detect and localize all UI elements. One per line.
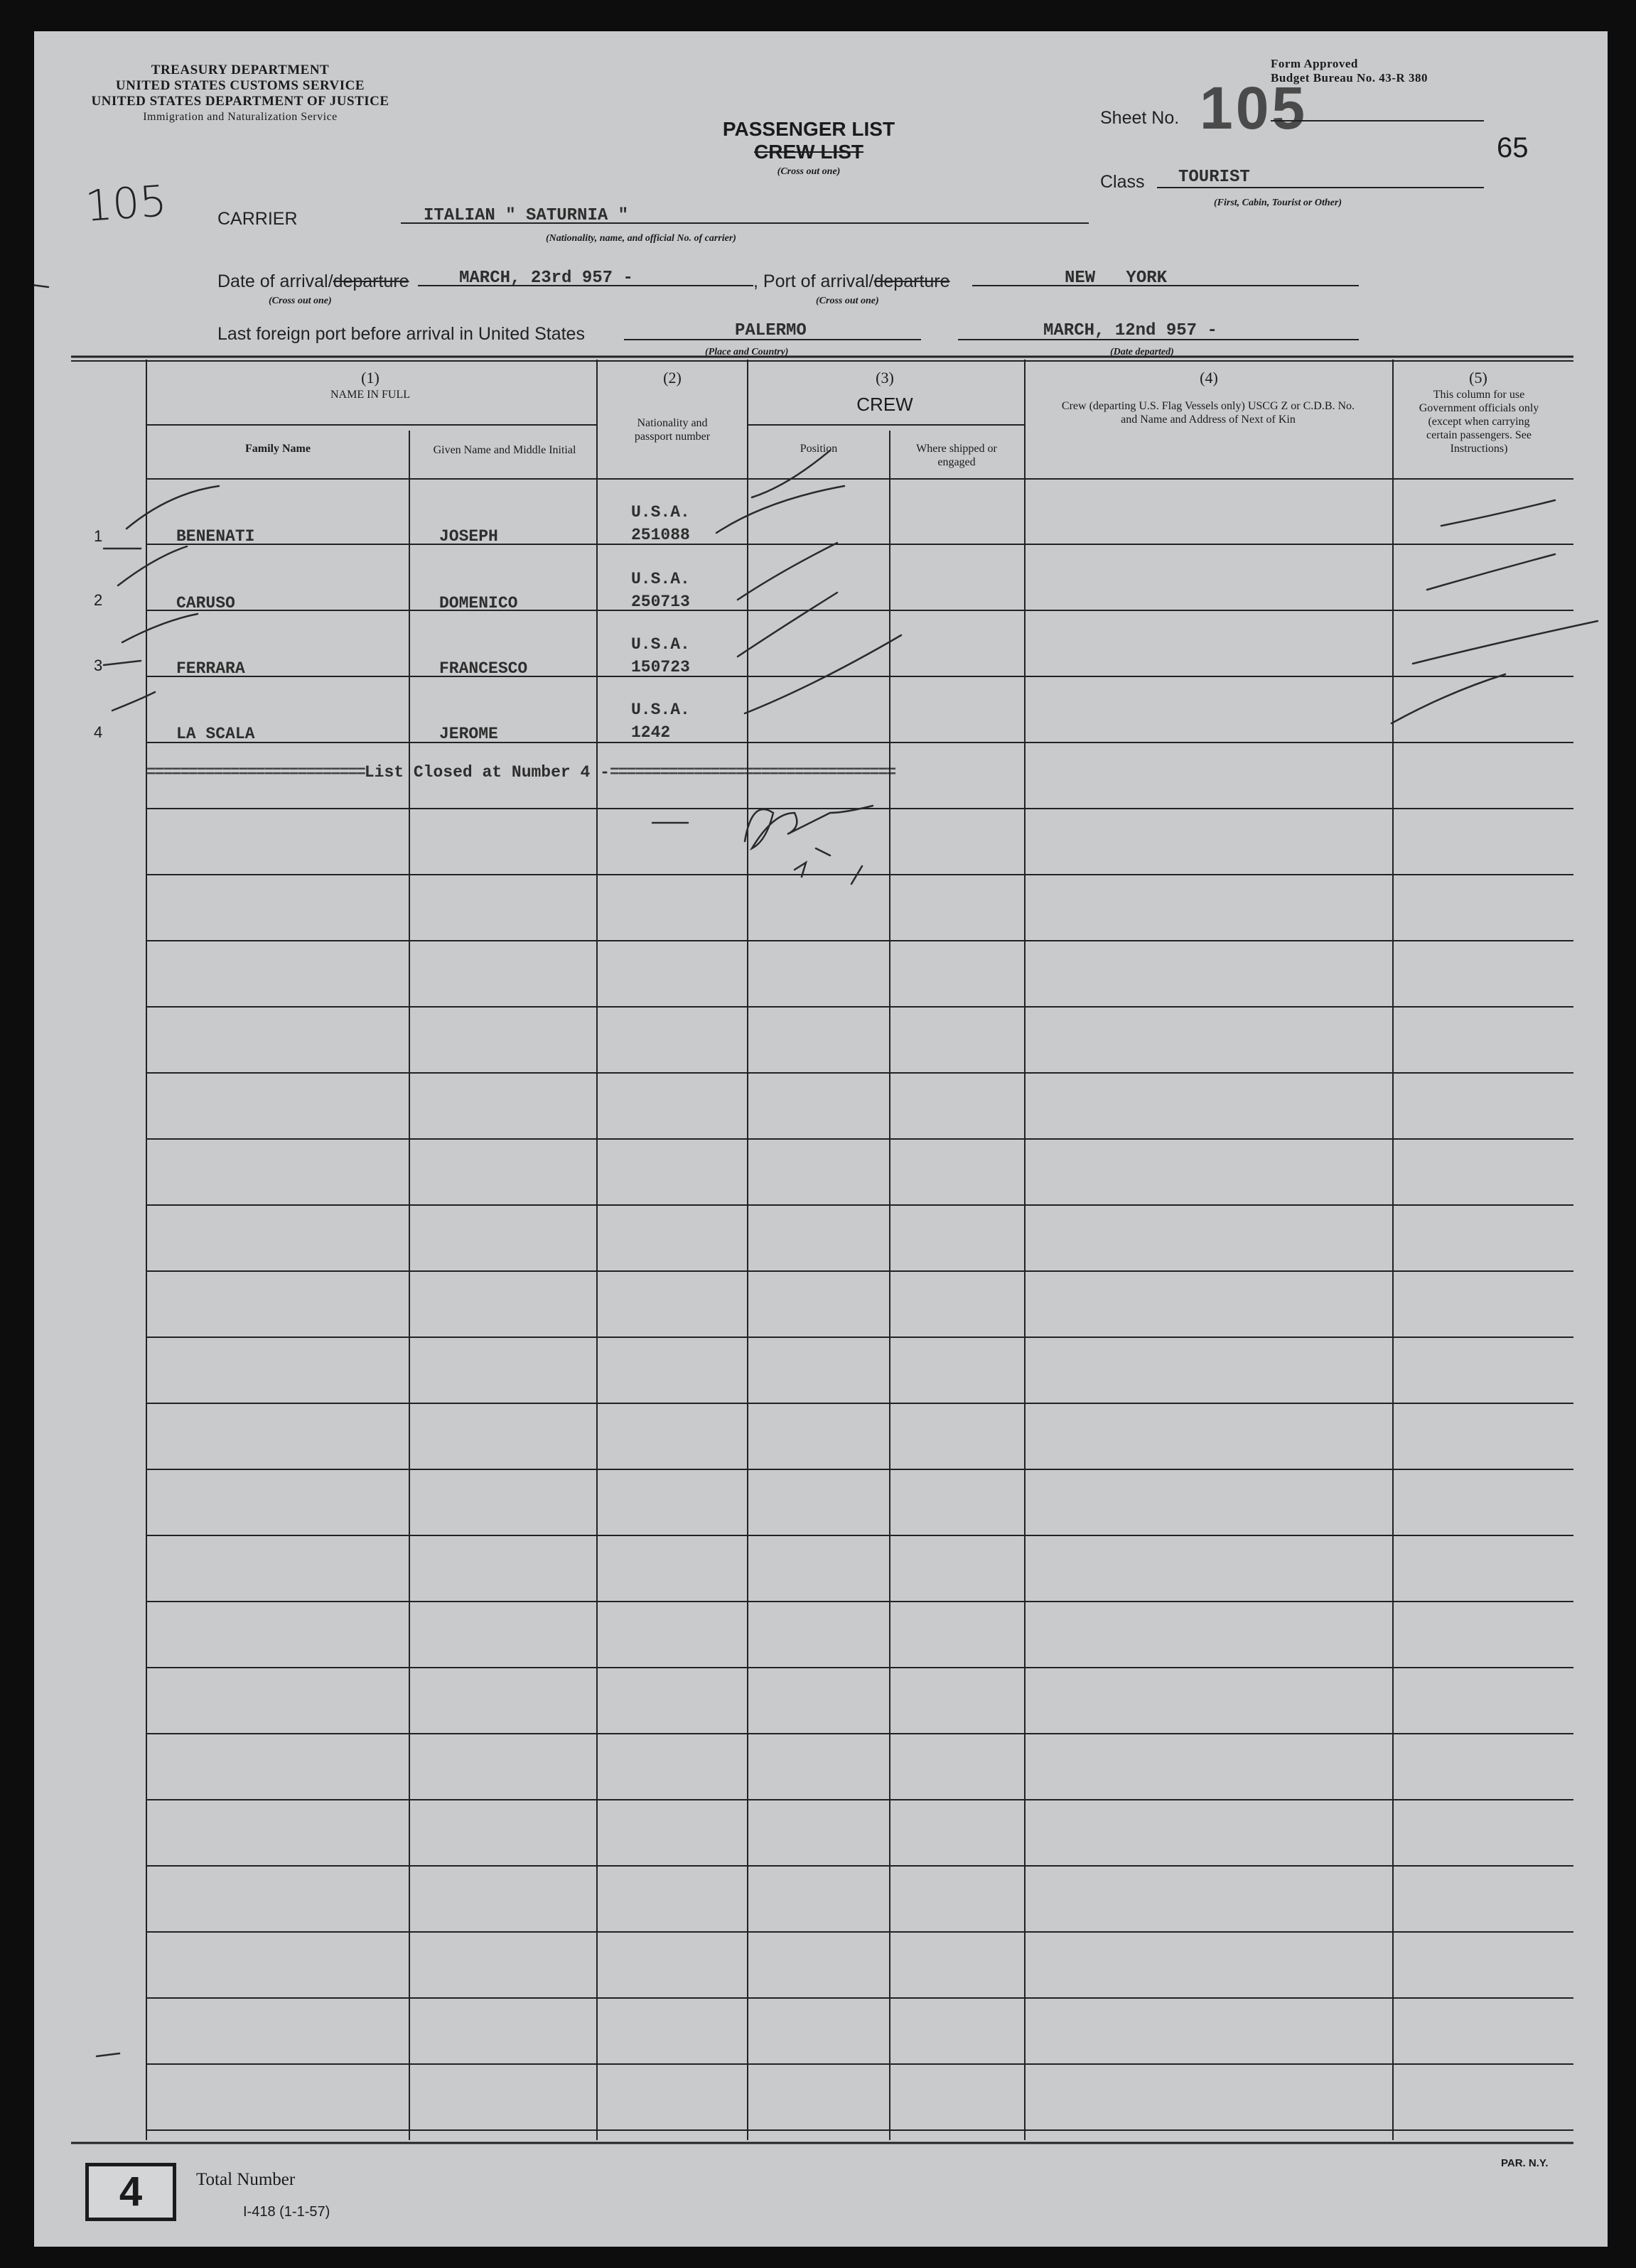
list-closed-text: List Closed at Number 4 - (364, 763, 610, 782)
last-port-value: PALERMO (735, 321, 807, 340)
class-value: TOURIST (1178, 168, 1250, 187)
form-approved-line: Form Approved (1271, 57, 1358, 70)
row-number: 2 (94, 591, 103, 609)
form-code: I-418 (1-1-57) (243, 2204, 330, 2220)
date-note: (Cross out one) (269, 296, 332, 306)
col2-title: Nationality and passport number (634, 417, 711, 443)
printer-mark: PAR. N.Y. (1501, 2157, 1549, 2169)
passport-cell: 251088 (631, 526, 690, 544)
passport-cell: 250713 (631, 593, 690, 611)
carrier-label: CARRIER (217, 209, 298, 229)
col1-title: NAME IN FULL (330, 389, 410, 401)
row-number: 3 (94, 657, 103, 674)
page-number: 65 (1497, 132, 1529, 163)
nationality-cell: U.S.A. (631, 503, 690, 522)
crew-list-title-struck: CREW LIST (754, 141, 863, 163)
form-title: PASSENGER LIST (722, 118, 895, 140)
last-port-note: (Place and Country) (705, 347, 789, 357)
port-note: (Cross out one) (816, 296, 879, 306)
port-label-struck: departure (873, 271, 950, 291)
agency-line: UNITED STATES DEPARTMENT OF JUSTICE (91, 94, 389, 109)
date-label-text: Date of arrival/ (217, 271, 333, 291)
col5-number: (5) (1469, 369, 1487, 387)
carrier-note: (Nationality, name, and official No. of carrier) (546, 233, 736, 244)
agency-line: Immigration and Naturalization Service (143, 111, 338, 123)
total-number-value: 4 (119, 2169, 143, 2215)
col4-number: (4) (1200, 369, 1218, 387)
col3-title: CREW (856, 394, 913, 415)
given-name-cell: FRANCESCO (439, 659, 528, 678)
date-label-struck: departure (333, 271, 409, 291)
agency-line: UNITED STATES CUSTOMS SERVICE (115, 78, 365, 93)
arrival-date-value: MARCH, 23rd 957 - (459, 269, 633, 288)
port-value: NEW YORK (1065, 269, 1168, 288)
class-note: (First, Cabin, Tourist or Other) (1214, 198, 1342, 208)
port-label-text: , Port of arrival/ (753, 271, 874, 291)
family-name-cell: BENENATI (176, 527, 255, 546)
family-name-header: Family Name (245, 443, 311, 455)
list-closed-line: ==========================List Closed at Number 4 -================================== (146, 763, 895, 782)
position-header: Position (800, 443, 838, 455)
nationality-cell: U.S.A. (631, 635, 690, 654)
form-approved-line: Budget Bureau No. 43-R 380 (1271, 71, 1428, 85)
total-number-label: Total Number (196, 2170, 296, 2189)
handwritten-number: 105 (83, 176, 168, 232)
last-port-label: Last foreign port before arrival in United States (217, 324, 585, 344)
where-shipped-header: Where shipped or engaged (916, 443, 997, 468)
title-note: (Cross out one) (777, 166, 841, 177)
family-name-cell: CARUSO (176, 594, 235, 612)
family-name-cell: FERRARA (176, 659, 245, 678)
col4-title: Crew (departing U.S. Flag Vessels only) USCG Z or C.D.B. No. and Name and Address of Next of Kin (1061, 400, 1355, 426)
row-number: 4 (94, 723, 103, 741)
given-name-cell: JOSEPH (439, 527, 498, 546)
nationality-cell: U.S.A. (631, 701, 690, 719)
sheet-label: Sheet No. (1100, 108, 1180, 128)
row-number: 1 (94, 527, 103, 545)
col3-number: (3) (876, 369, 894, 387)
carrier-value: ITALIAN " SATURNIA " (424, 206, 629, 225)
agency-line: TREASURY DEPARTMENT (151, 63, 330, 77)
signature (745, 806, 873, 884)
given-name-cell: JEROME (439, 725, 498, 743)
passenger-list-sheet (34, 31, 1608, 2247)
handwritten-checkmarks (34, 284, 1598, 2056)
nationality-cell: U.S.A. (631, 570, 690, 588)
passport-cell: 1242 (631, 723, 671, 742)
date-departed-note: (Date departed) (1110, 347, 1174, 357)
sheet-number: 105 (1200, 75, 1308, 141)
col2-number: (2) (663, 369, 682, 387)
given-name-header: Given Name and Middle Initial (433, 444, 576, 456)
passport-cell: 150723 (631, 658, 690, 676)
given-name-cell: DOMENICO (439, 594, 518, 612)
table-grid (34, 31, 1608, 2247)
col5-title: This column for use Government officials only (except when carrying certain passengers. See Instructions) (1419, 389, 1539, 455)
class-label: Class (1100, 172, 1145, 192)
date-departed-value: MARCH, 12nd 957 - (1043, 321, 1217, 340)
col1-number: (1) (361, 369, 380, 387)
family-name-cell: LA SCALA (176, 725, 255, 743)
